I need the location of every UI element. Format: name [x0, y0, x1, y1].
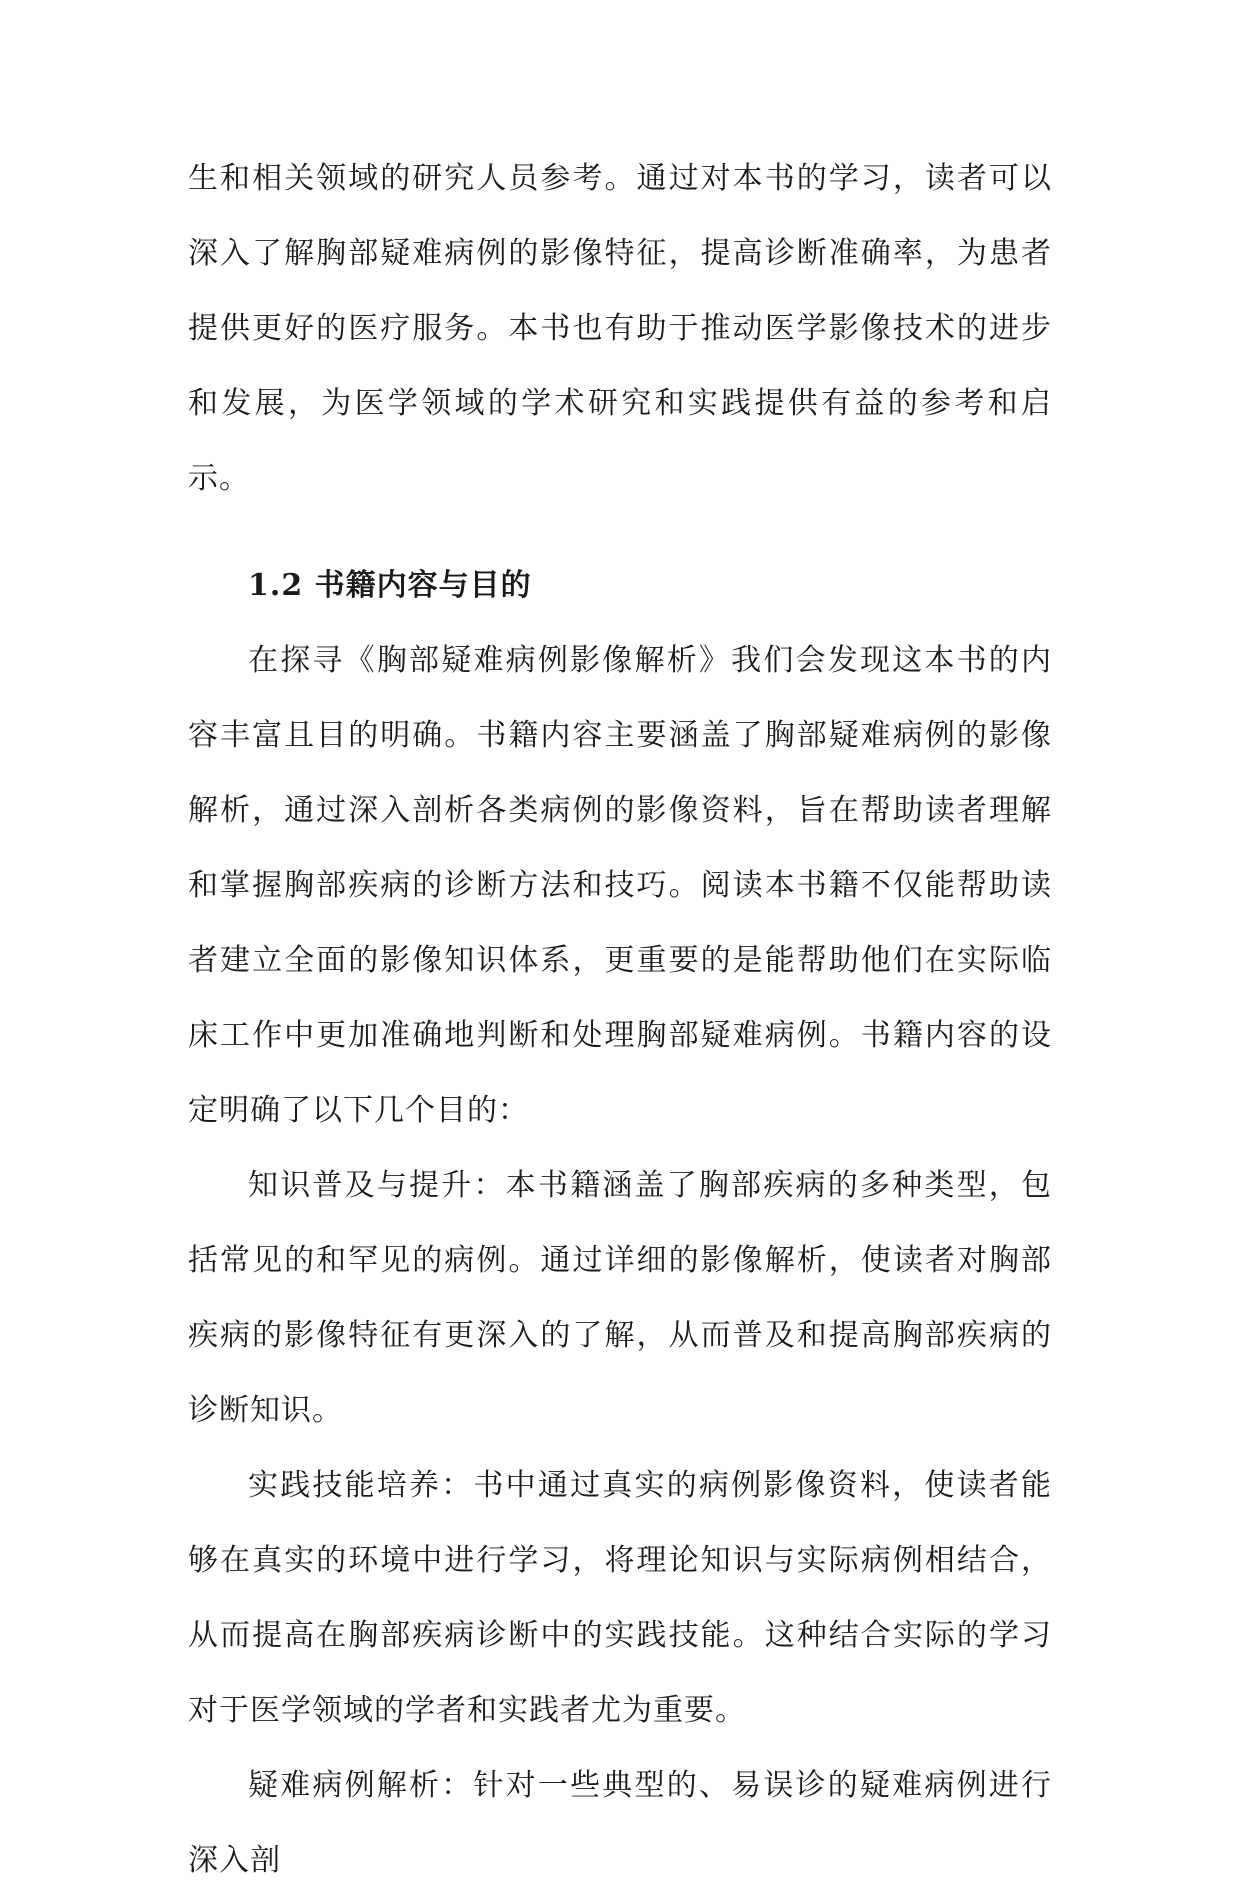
paragraph-difficult-cases: 疑难病例解析：针对一些典型的、易误诊的疑难病例进行深入剖	[188, 1768, 1052, 1878]
paragraph-knowledge: 知识普及与提升：本书籍涵盖了胸部疾病的多种类型，包括常见的和罕见的病例。通过详细的影像解析，使读者对胸部疾病的影像特征有更深入的了解，从而普及和提高胸部疾病的诊断知识。	[188, 1168, 1052, 1428]
continuation-paragraph: 生和相关领域的研究人员参考。通过对本书的学习，读者可以深入了解胸部疑难病例的影像特征，提高诊断准确率，为患者提供更好的医疗服务。本书也有助于推动医学影像技术的进步和发展，为医学领域的学术研究和实践提供有益的参考和启示。	[188, 161, 1052, 496]
section-heading: 1.2 书籍内容与目的	[248, 568, 532, 603]
paragraph-intro: 在探寻《胸部疑难病例影像解析》我们会发现这本书的内容丰富且目的明确。书籍内容主要涵盖了胸部疑难病例的影像解析，通过深入剖析各类病例的影像资料，旨在帮助读者理解和掌握胸部疾病的诊断方法和技巧。阅读本书籍不仅能帮助读者建立全面的影像知识体系，更重要的是能帮助他们在实际临床工作中更加准确地判断和处理胸部疑难病例。书籍内容的设定明确了以下几个目的：	[188, 643, 1052, 1128]
paragraph-practice: 实践技能培养：书中通过真实的病例影像资料，使读者能够在真实的环境中进行学习，将理论知识与实际病例相结合，从而提高在胸部疾病诊断中的实践技能。这种结合实际的学习对于医学领域的学者和实践者尤为重要。	[188, 1468, 1052, 1728]
page-content	[188, 141, 1052, 1898]
